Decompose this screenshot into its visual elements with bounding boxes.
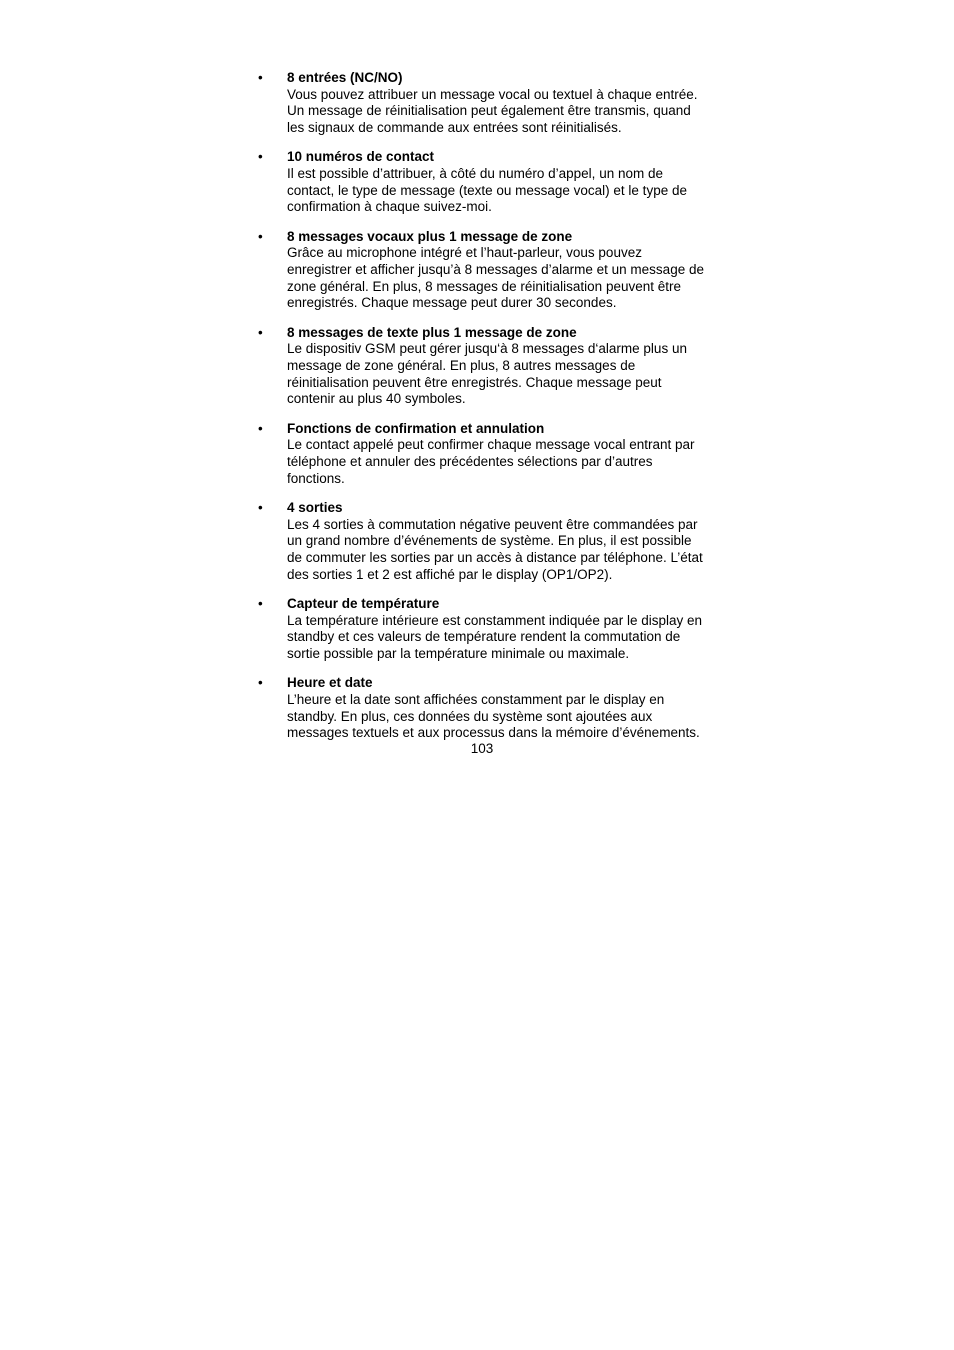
feature-title: 10 numéros de contact	[287, 149, 435, 165]
feature-item-time-date	[258, 675, 748, 742]
bullet-icon: •	[258, 70, 263, 85]
feature-title: Heure et date	[287, 675, 373, 691]
bullet-icon: •	[258, 228, 263, 244]
feature-list	[258, 70, 748, 755]
bullet-icon: •	[258, 420, 263, 436]
feature-description: Il est possible d’attribuer, à côté du numéro d’appel, un nom de contact, le type de message (texte ou message vocal) et le type de confirmation à chaque suivez-moi.	[287, 166, 687, 215]
bullet-icon: •	[258, 499, 263, 515]
bullet-icon: •	[258, 675, 263, 691]
feature-description: Grâce au microphone intégré et l’haut-parleur, vous pouvez enregistrer et afficher jusqu’à 8 messages d’alarme et un message de zone général. En plus, 8 messages de réinitialisation peuvent être enregistrés. Chaque message peut durer 30 secondes.	[287, 245, 704, 311]
feature-description: L’heure et la date sont affichées constamment par le display en standby. En plus, ces données du système sont ajoutées aux messages textuels et aux processus dans la mémoire d’événements.	[287, 692, 700, 741]
feature-description: Le dispositiv GSM peut gérer jusqu‘à 8 messages d‘alarme plus un message de zone général. En plus, 8 autres messages de réinitialisation peuvent être enregistrés. Chaque message peut contenir au plus 40 symboles.	[287, 341, 687, 407]
bullet-icon: •	[258, 324, 263, 340]
feature-item-text-messages	[258, 325, 748, 409]
page-number: 103	[470, 741, 494, 756]
feature-item-voice-messages	[258, 229, 748, 313]
bullet-icon: •	[258, 595, 263, 611]
feature-title: Fonctions de confirmation et annulation	[287, 420, 545, 436]
feature-title: 8 messages vocaux plus 1 message de zone	[287, 228, 573, 244]
feature-item-inputs	[258, 70, 748, 137]
feature-item-outputs	[258, 500, 748, 584]
feature-description: Vous pouvez attribuer un message vocal ou textuel à chaque entrée. Un message de réinitialisation peut également être transmis, quand les signaux de commande aux entrées sont réinitialisés.	[287, 86, 698, 136]
feature-title: 4 sorties	[287, 499, 343, 515]
feature-description: La température intérieure est constamment indiquée par le display en standby et ces valeurs de température rendent la commutation de sortie possible par la température minimale ou maximale.	[287, 612, 702, 662]
feature-description: Le contact appelé peut confirmer chaque message vocal entrant par téléphone et annuler des précédentes sélections par d’autres fonctions.	[287, 437, 695, 486]
bullet-icon: •	[258, 149, 263, 165]
feature-description: Les 4 sorties à commutation négative peuvent être commandées par un grand nombre d’événements de système. En plus, il est possible de commuter les sorties par un accès à distance par téléphone. L’état des sorties 1 et 2 est affiché par le display (OP1/OP2).	[287, 516, 703, 582]
feature-title: 8 entrées (NC/NO)	[287, 70, 403, 85]
feature-title: 8 messages de texte plus 1 message de zone	[287, 324, 577, 340]
feature-item-confirmation	[258, 421, 748, 488]
feature-title: Capteur de température	[287, 595, 440, 611]
feature-item-temperature	[258, 596, 748, 663]
feature-item-contacts	[258, 149, 748, 216]
